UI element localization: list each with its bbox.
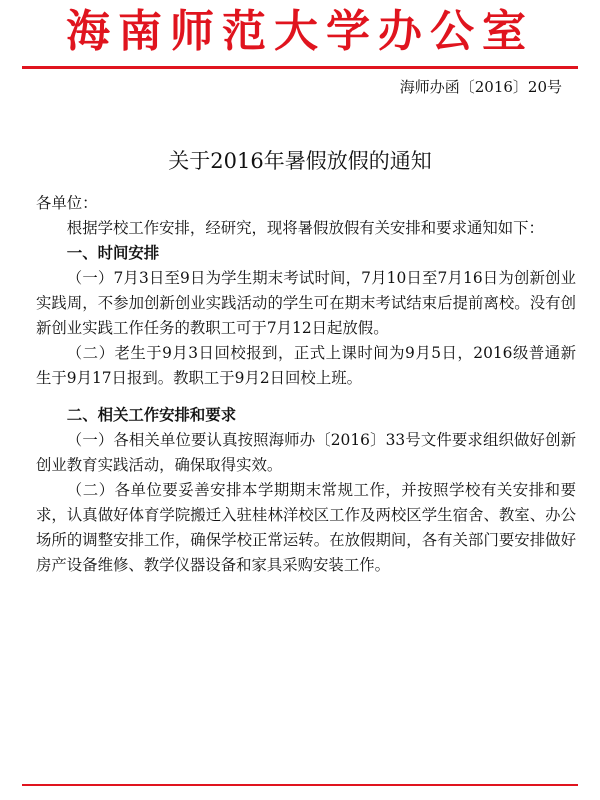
requirements-paragraph-2: （二）各单位要妥善安排本学期期末常规工作，并按照学校有关安排和要求，认真做好体育学院搬迁入驻桂林洋校区工作及两校区学生宿舍、教室、办公场所的调整安排工作，确保学校正常运转。在放假期间，各有关部门要安排做好房产设备维修、教学仪器设备和家具采购安装工作。	[36, 481, 576, 574]
requirements-paragraph-1: （一）各相关单位要认真按照海师办〔2016〕33号文件要求组织做好创新创业教育实践活动，确保取得实效。	[36, 431, 576, 474]
schedule-paragraph-1: （一）7月3日至9日为学生期末考试时间，7月10日至7月16日为创新创业实践周，不参加创新创业实践活动的学生可在期末考试结束后提前离校。没有创新创业实践工作任务的教职工可于7月12日起放假。	[36, 269, 576, 337]
masthead-red-rule	[22, 66, 578, 69]
document-title: 关于2016年暑假放假的通知	[168, 149, 432, 173]
section-spacer	[36, 391, 576, 403]
footer-red-rule	[22, 784, 578, 786]
section-heading-requirements: 二、相关工作安排和要求	[66, 406, 237, 424]
intro-paragraph: 根据学校工作安排，经研究，现将暑假放假有关安排和要求通知如下：	[66, 219, 544, 237]
masthead-organization: 海南师范大学办公室	[66, 6, 534, 57]
document-body	[36, 191, 576, 578]
schedule-paragraph-2: （二）老生于9月3日回校报到，正式上课时间为9月5日，2016级普通新生于9月17日报到。教职工于9月2日回校上班。	[36, 344, 576, 387]
document-number: 海师办函〔2016〕20号	[399, 78, 562, 96]
section-heading-schedule: 一、时间安排	[66, 244, 160, 262]
salutation: 各单位：	[36, 194, 98, 212]
